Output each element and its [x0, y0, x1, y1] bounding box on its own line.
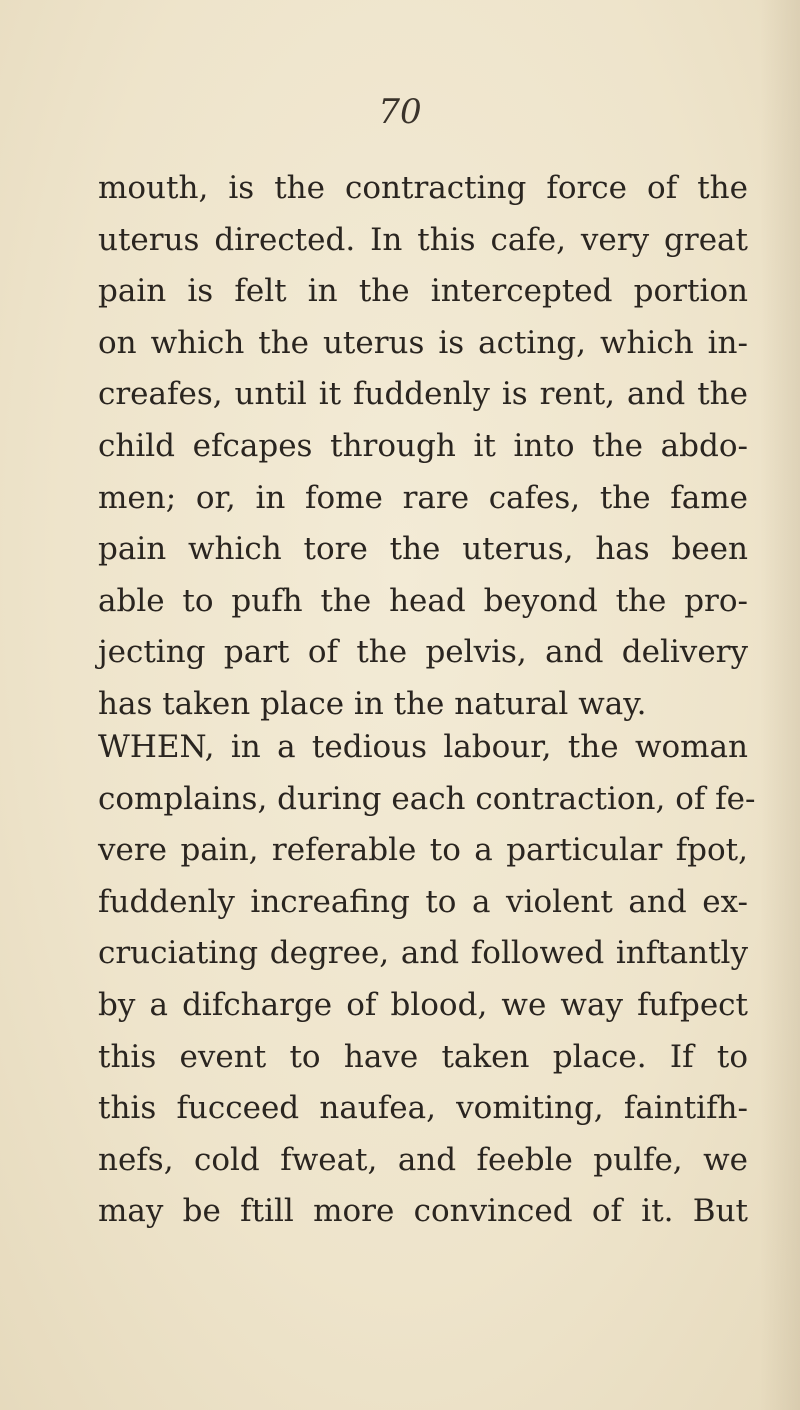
- text-line: men; or, in fome rare cafes, the fame: [98, 479, 748, 516]
- text-line: cruciating degree, and followed inftantly: [98, 935, 748, 972]
- text-line: this fucceed naufea, vomiting, faintifh-: [98, 1090, 748, 1127]
- text-line: complains, during each contraction, of fe-: [98, 780, 756, 817]
- paragraph-1: [98, 163, 748, 731]
- text-line: may be ftill more convinced of it. But: [98, 1193, 748, 1230]
- text-line: mouth, is the contracting force of the: [98, 170, 748, 206]
- text-line: jecting part of the pelvis, and delivery: [98, 634, 748, 671]
- text-line: nefs, cold fweat, and feeble pulfe, we: [98, 1141, 748, 1178]
- text-line: uterus directed. In this cafe, very great: [98, 221, 748, 258]
- paragraph-2: [98, 722, 756, 1238]
- text-line: by a difcharge of blood, we way fufpect: [98, 986, 748, 1023]
- text-line: creafes, until it fuddenly is rent, and the: [98, 376, 748, 413]
- text-line: on which the uterus is acting, which in-: [98, 324, 748, 361]
- text-line: vere pain, referable to a particular fpot,: [98, 832, 748, 869]
- text-line: child efcapes through it into the abdo-: [98, 427, 748, 464]
- text-line: pain which tore the uterus, has been: [98, 531, 748, 568]
- text-line: fuddenly increafing to a violent and ex-: [98, 883, 748, 920]
- text-line: this event to have taken place. If to: [98, 1038, 748, 1075]
- page-number: 70: [378, 92, 422, 132]
- page-edge-shadow: [760, 0, 800, 1410]
- text-line: WHEN, in a tedious labour, the woman: [98, 729, 748, 765]
- text-line: has taken place in the natural way.: [98, 685, 647, 722]
- text-line: pain is felt in the intercepted portion: [98, 273, 748, 310]
- text-line: able to pufh the head beyond the pro-: [98, 582, 748, 619]
